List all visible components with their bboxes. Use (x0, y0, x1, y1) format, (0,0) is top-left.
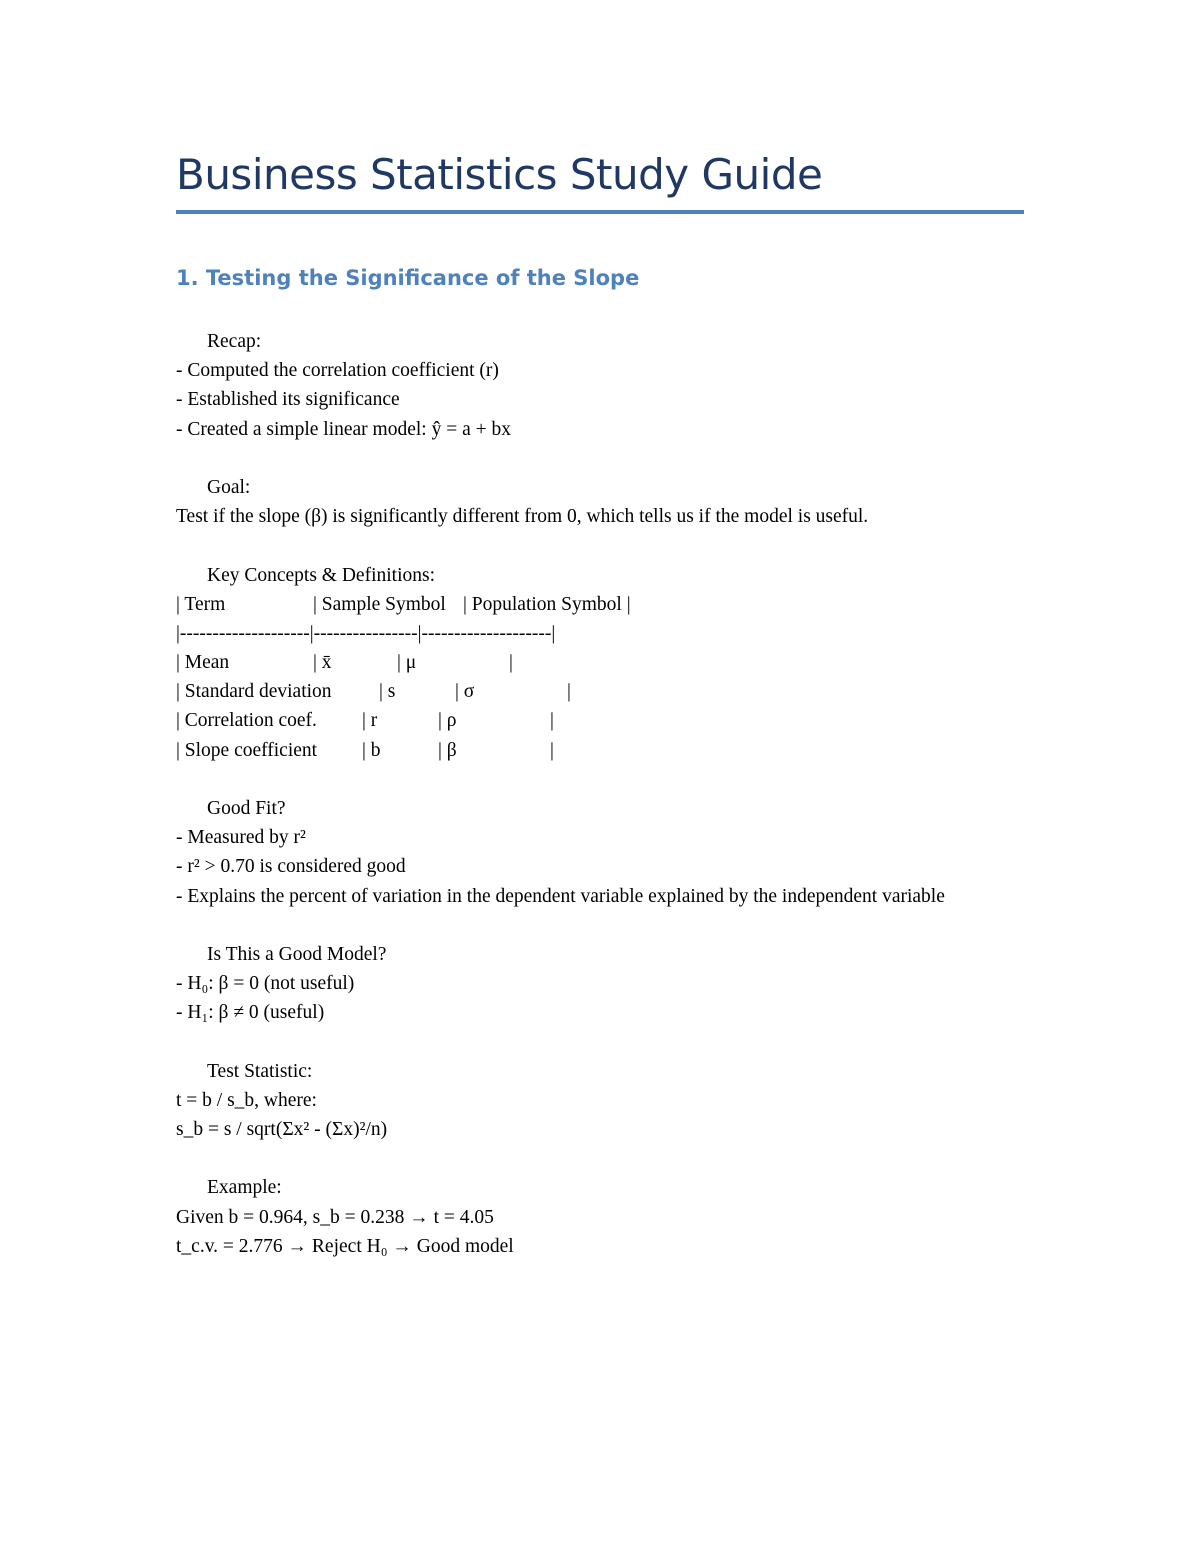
spacer (176, 531, 1036, 560)
goal-text: Test if the slope (β) is significantly different from 0, which tells us if the model is useful. (176, 506, 869, 528)
table-cell: | (550, 739, 554, 761)
key-concepts-label: Key Concepts & Definitions: (207, 564, 436, 586)
table-header-row (176, 590, 1036, 619)
recap-item: - Created a simple linear model: ŷ = a + bx (176, 418, 511, 440)
table-header-cell: | Term (176, 593, 226, 615)
good-fit-item: - Measured by r² (176, 827, 306, 849)
hypothesis-alternative: - H₁: β ≠ 0 (useful) (176, 1002, 325, 1024)
table-row (176, 736, 1036, 765)
table-cell: | Correlation coef. (176, 710, 317, 732)
table-cell: | Slope coefficient (176, 739, 318, 761)
table-cell: | Mean (176, 652, 230, 674)
table-cell: | x̄ (313, 652, 332, 674)
example-label: Example: (207, 1177, 282, 1199)
table-cell: | r (362, 710, 378, 732)
spacer (176, 765, 1036, 794)
standard-error-formula: s_b = s / sqrt(Σx² - (Σx)²/n) (176, 1119, 388, 1141)
table-cell: | b (362, 739, 381, 761)
spacer (176, 1144, 1036, 1173)
good-fit-item: - r² > 0.70 is considered good (176, 856, 406, 878)
table-row (176, 706, 1036, 735)
good-fit-label: Good Fit? (207, 798, 286, 819)
table-cell: | (509, 652, 513, 674)
example-line: t_c.v. = 2.776 → Reject H₀ → Good model (176, 1235, 514, 1257)
good-model-label: Is This a Good Model? (207, 943, 387, 965)
recap-item: - Established its significance (176, 389, 400, 411)
example-line: Given b = 0.964, s_b = 0.238 → t = 4.05 (176, 1206, 494, 1228)
table-header-cell: | Sample Symbol (313, 593, 446, 615)
title-underline (176, 210, 1024, 214)
table-cell: | (550, 710, 554, 732)
hypothesis-null: - H₀: β = 0 (not useful) (176, 973, 355, 995)
spacer (176, 444, 1036, 473)
table-cell: | (567, 681, 571, 703)
section-heading: 1. Testing the Significance of the Slope (176, 266, 640, 290)
table-cell: | ρ (438, 710, 457, 732)
table-header-cell: | Population Symbol | (463, 593, 631, 615)
table-cell: | σ (455, 681, 475, 703)
recap-label: Recap: (207, 331, 262, 352)
recap-item: - Computed the correlation coefficient (r) (176, 360, 499, 382)
document-body (176, 327, 1036, 1261)
document-title: Business Statistics Study Guide (176, 150, 823, 199)
table-cell: | β (438, 739, 457, 761)
table-separator-row: |--------------------|----------------|--------------------| (176, 622, 556, 644)
table-row (176, 677, 1036, 706)
goal-label: Goal: (207, 476, 251, 498)
spacer (176, 911, 1036, 940)
spacer (176, 1028, 1036, 1057)
table-cell: | μ (397, 652, 417, 674)
test-statistic-label: Test Statistic: (207, 1060, 313, 1082)
test-statistic-formula: t = b / s_b, where: (176, 1089, 317, 1111)
table-cell: | Standard deviation (176, 681, 332, 703)
table-cell: | s (379, 681, 396, 703)
good-fit-item: - Explains the percent of variation in the dependent variable explained by the independent variable (176, 885, 945, 907)
table-row (176, 648, 1036, 677)
